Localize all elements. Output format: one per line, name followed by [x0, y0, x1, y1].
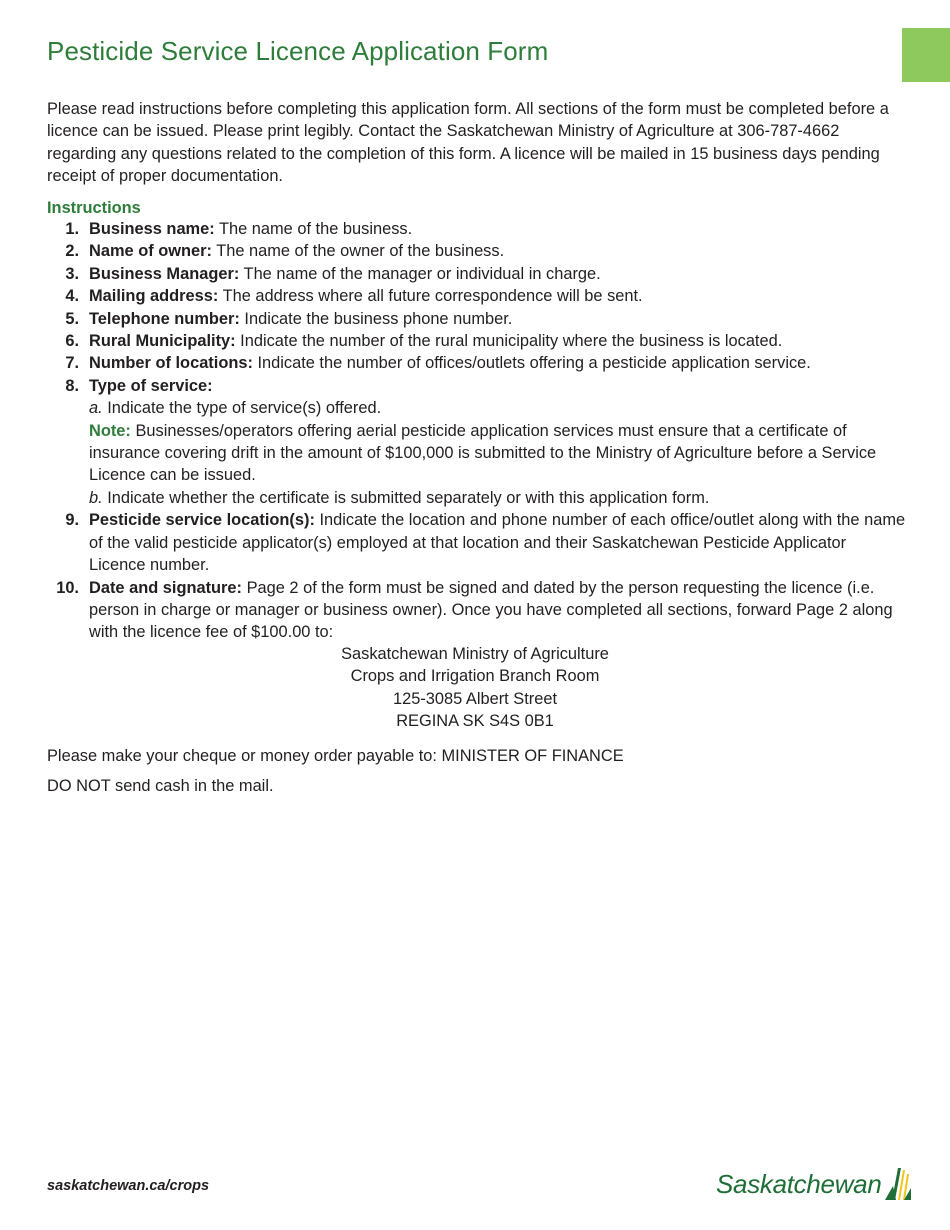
- instruction-text: Page 2 of the form must be signed and dated by the person requesting the licence (i.e. person in charge or manager or business owner). Once you have completed all sections, forward Page 2 along with the licence fee of $100.00 to:: [89, 578, 893, 642]
- instruction-label: Name of owner:: [89, 242, 212, 261]
- instruction-item-9: [47, 509, 907, 576]
- instruction-item-3: [47, 263, 907, 285]
- corner-tab: [902, 28, 950, 82]
- instruction-label: Business Manager:: [89, 264, 240, 283]
- instruction-number: 5.: [65, 309, 79, 328]
- logo-wordmark: Saskatchewan: [716, 1169, 882, 1199]
- address-line: REGINA SK S4S 0B1: [396, 712, 554, 731]
- address-line: Crops and Irrigation Branch Room: [350, 667, 600, 686]
- instruction-number: 4.: [65, 287, 79, 306]
- mailing-address-block: [47, 643, 903, 733]
- page-title: Pesticide Service Licence Application Form: [47, 36, 549, 66]
- instructions-heading: Instructions: [47, 199, 141, 217]
- instruction-item-1: [47, 218, 907, 240]
- instruction-number: 3.: [65, 264, 79, 283]
- instruction-number: 6.: [65, 332, 79, 351]
- instruction-number: 9.: [65, 511, 79, 530]
- instruction-number: 1.: [65, 220, 79, 238]
- instruction-item-6: [47, 330, 907, 352]
- instruction-label: Type of service:: [89, 376, 213, 395]
- instruction-number: 2.: [65, 242, 79, 261]
- instruction-item-7: [47, 352, 907, 374]
- payable-note: Please make your cheque or money order payable to: MINISTER OF FINANCE: [47, 747, 624, 765]
- instruction-text: The name of the manager or individual in charge.: [239, 264, 601, 283]
- sub-item-letter: b.: [89, 488, 103, 507]
- instruction-item-2: [47, 240, 907, 262]
- sub-item-text: Indicate whether the certificate is submitted separately or with this application form.: [102, 488, 710, 507]
- instruction-text: The name of the owner of the business.: [211, 242, 505, 261]
- note-text: Businesses/operators offering aerial pesticide application services must ensure that a certificate of insurance covering drift in the amount of $100,000 is submitted to the Ministry of Agriculture before a Service Licence can be issued.: [89, 421, 877, 485]
- footer-url[interactable]: saskatchewan.ca/crops: [47, 1178, 210, 1194]
- cash-warning: DO NOT send cash in the mail.: [47, 777, 274, 795]
- instruction-label: Pesticide service location(s):: [89, 511, 315, 530]
- instruction-text: Indicate the business phone number.: [239, 309, 513, 328]
- instruction-text: The address where all future correspondence will be sent.: [218, 287, 643, 306]
- instruction-text: Indicate the number of offices/outlets offering a pesticide application service.: [252, 354, 811, 373]
- instruction-item-8: [47, 375, 907, 509]
- instruction-number: 10.: [56, 578, 79, 597]
- instruction-label: Telephone number:: [89, 309, 240, 328]
- note-label: Note:: [89, 421, 131, 440]
- service-type-note: [89, 420, 907, 487]
- wheat-sheaf-icon: [884, 1166, 912, 1202]
- instruction-item-5: [47, 308, 907, 330]
- sub-item-letter: a.: [89, 399, 103, 418]
- service-type-b: [89, 487, 907, 509]
- instruction-label: Date and signature:: [89, 578, 243, 597]
- intro-paragraph: Please read instructions before completing this application form. All sections of the form must be completed before a licence can be issued. Please print legibly. Contact the Saskatchewan Ministry of Agriculture at 306-787-4662 regarding any questions related to the completion of this form. A licence will be mailed in 15 business days pending receipt of proper documentation.: [47, 100, 889, 186]
- instruction-label: Number of locations:: [89, 354, 253, 373]
- instruction-item-4: [47, 285, 907, 307]
- instruction-label: Business name:: [89, 220, 215, 238]
- address-line: 125-3085 Albert Street: [392, 689, 558, 708]
- service-type-a: [89, 397, 907, 419]
- instruction-label: Mailing address:: [89, 287, 219, 306]
- instruction-number: 7.: [65, 354, 79, 373]
- instruction-text: Indicate the number of the rural municipality where the business is located.: [235, 332, 783, 351]
- sub-item-text: Indicate the type of service(s) offered.: [102, 399, 382, 418]
- instruction-label: Rural Municipality:: [89, 332, 236, 351]
- address-line: Saskatchewan Ministry of Agriculture: [341, 645, 609, 663]
- instruction-text: The name of the business.: [214, 220, 413, 238]
- instruction-text: Indicate the location and phone number of each office/outlet along with the name of the valid pesticide applicator(s) employed at that location and their Saskatchewan Pesticide Applicator Licence number.: [89, 511, 906, 575]
- instruction-number: 8.: [65, 376, 79, 395]
- instructions-list: [47, 218, 907, 644]
- saskatchewan-logo: [716, 1162, 912, 1202]
- instruction-item-10: [47, 577, 907, 644]
